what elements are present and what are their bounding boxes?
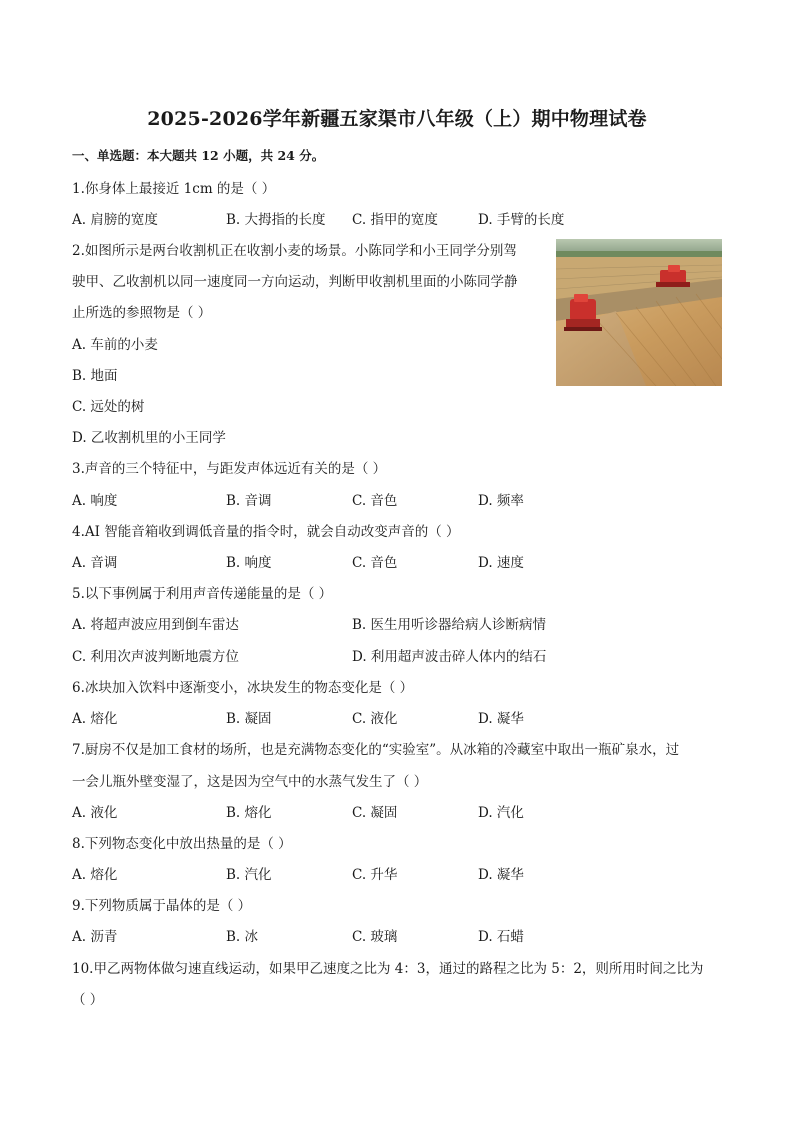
question-2-option-b: B. 地面 — [72, 368, 118, 384]
question-3-option-b: B. 音调 — [226, 493, 272, 509]
question-9-option-a: A. 沥青 — [72, 929, 118, 945]
question-8-option-d: D. 凝华 — [478, 867, 524, 883]
question-6-option-c: C. 液化 — [352, 711, 398, 727]
question-4-stem: 4.AI 智能音箱收到调低音量的指令时，就会自动改变声音的（ ） — [72, 524, 460, 540]
question-3-stem: 3.声音的三个特征中，与距发声体远近有关的是（ ） — [72, 461, 387, 477]
question-6-option-b: B. 凝固 — [226, 711, 272, 727]
question-4-option-c: C. 音色 — [352, 555, 398, 571]
question-10-stem-line-1: 10.甲乙两物体做匀速直线运动，如果甲乙速度之比为 4：3，通过的路程之比为 5：2，则所用时间之比为 — [72, 961, 704, 977]
question-7-stem-line-2: 一会儿瓶外壁变湿了，这是因为空气中的水蒸气发生了（ ） — [72, 774, 428, 790]
question-6-option-a: A. 熔化 — [72, 711, 118, 727]
question-2-stem-line-1: 2.如图所示是两台收割机正在收割小麦的场景。小陈同学和小王同学分别驾 — [72, 243, 517, 259]
question-1-option-c: C. 指甲的宽度 — [352, 212, 438, 228]
question-4-option-d: D. 速度 — [478, 555, 524, 571]
question-6-stem: 6.冰块加入饮料中逐渐变小，冰块发生的物态变化是（ ） — [72, 680, 414, 696]
question-7-option-a: A. 液化 — [72, 805, 118, 821]
question-4-option-a: A. 音调 — [72, 555, 118, 571]
question-7-option-d: D. 汽化 — [478, 805, 524, 821]
question-8-option-c: C. 升华 — [352, 867, 398, 883]
question-3-option-d: D. 频率 — [478, 493, 524, 509]
question-8-option-a: A. 熔化 — [72, 867, 118, 883]
section-heading: 一、单选题：本大题共 12 小题，共 24 分。 — [72, 148, 325, 163]
question-1-option-d: D. 手臂的长度 — [478, 212, 565, 228]
question-5-option-a: A. 将超声波应用到倒车雷达 — [72, 617, 239, 633]
question-7-stem-line-1: 7.厨房不仅是加工食材的场所，也是充满物态变化的“实验室”。从冰箱的冷藏室中取出一瓶矿泉水，过 — [72, 742, 680, 758]
question-4-option-b: B. 响度 — [226, 555, 272, 571]
question-7-option-b: B. 熔化 — [226, 805, 272, 821]
exam-title: 2025-2026学年新疆五家渠市八年级（上）期中物理试卷 — [147, 108, 647, 130]
question-8-stem: 8.下列物态变化中放出热量的是（ ） — [72, 836, 292, 852]
question-7-option-c: C. 凝固 — [352, 805, 398, 821]
question-2-option-d: D. 乙收割机里的小王同学 — [72, 430, 226, 446]
harvester-photo — [556, 239, 722, 386]
question-5-stem: 5.以下事例属于利用声音传递能量的是（ ） — [72, 586, 333, 602]
question-5-option-b: B. 医生用听诊器给病人诊断病情 — [352, 617, 547, 633]
question-6-option-d: D. 凝华 — [478, 711, 524, 727]
question-8-option-b: B. 汽化 — [226, 867, 272, 883]
question-1-stem: 1.你身体上最接近 1cm 的是（ ） — [72, 181, 276, 197]
question-2-stem-line-2: 驶甲、乙收割机以同一速度同一方向运动，判断甲收割机里面的小陈同学静 — [72, 274, 518, 290]
question-10-stem-line-2: （ ） — [72, 992, 104, 1008]
question-9-option-d: D. 石蜡 — [478, 929, 524, 945]
question-9-option-b: B. 冰 — [226, 929, 259, 945]
question-2-option-c: C. 远处的树 — [72, 399, 145, 415]
question-1-option-a: A. 肩膀的宽度 — [72, 212, 158, 228]
question-9-option-c: C. 玻璃 — [352, 929, 398, 945]
question-5-option-d: D. 利用超声波击碎人体内的结石 — [352, 649, 547, 665]
question-5-option-c: C. 利用次声波判断地震方位 — [72, 649, 239, 665]
question-9-stem: 9.下列物质属于晶体的是（ ） — [72, 898, 252, 914]
question-3-option-c: C. 音色 — [352, 493, 398, 509]
question-1-option-b: B. 大拇指的长度 — [226, 212, 326, 228]
question-3-option-a: A. 响度 — [72, 493, 118, 509]
question-2-option-a: A. 车前的小麦 — [72, 337, 158, 353]
question-2-stem-line-3: 止所选的参照物是（ ） — [72, 305, 212, 321]
